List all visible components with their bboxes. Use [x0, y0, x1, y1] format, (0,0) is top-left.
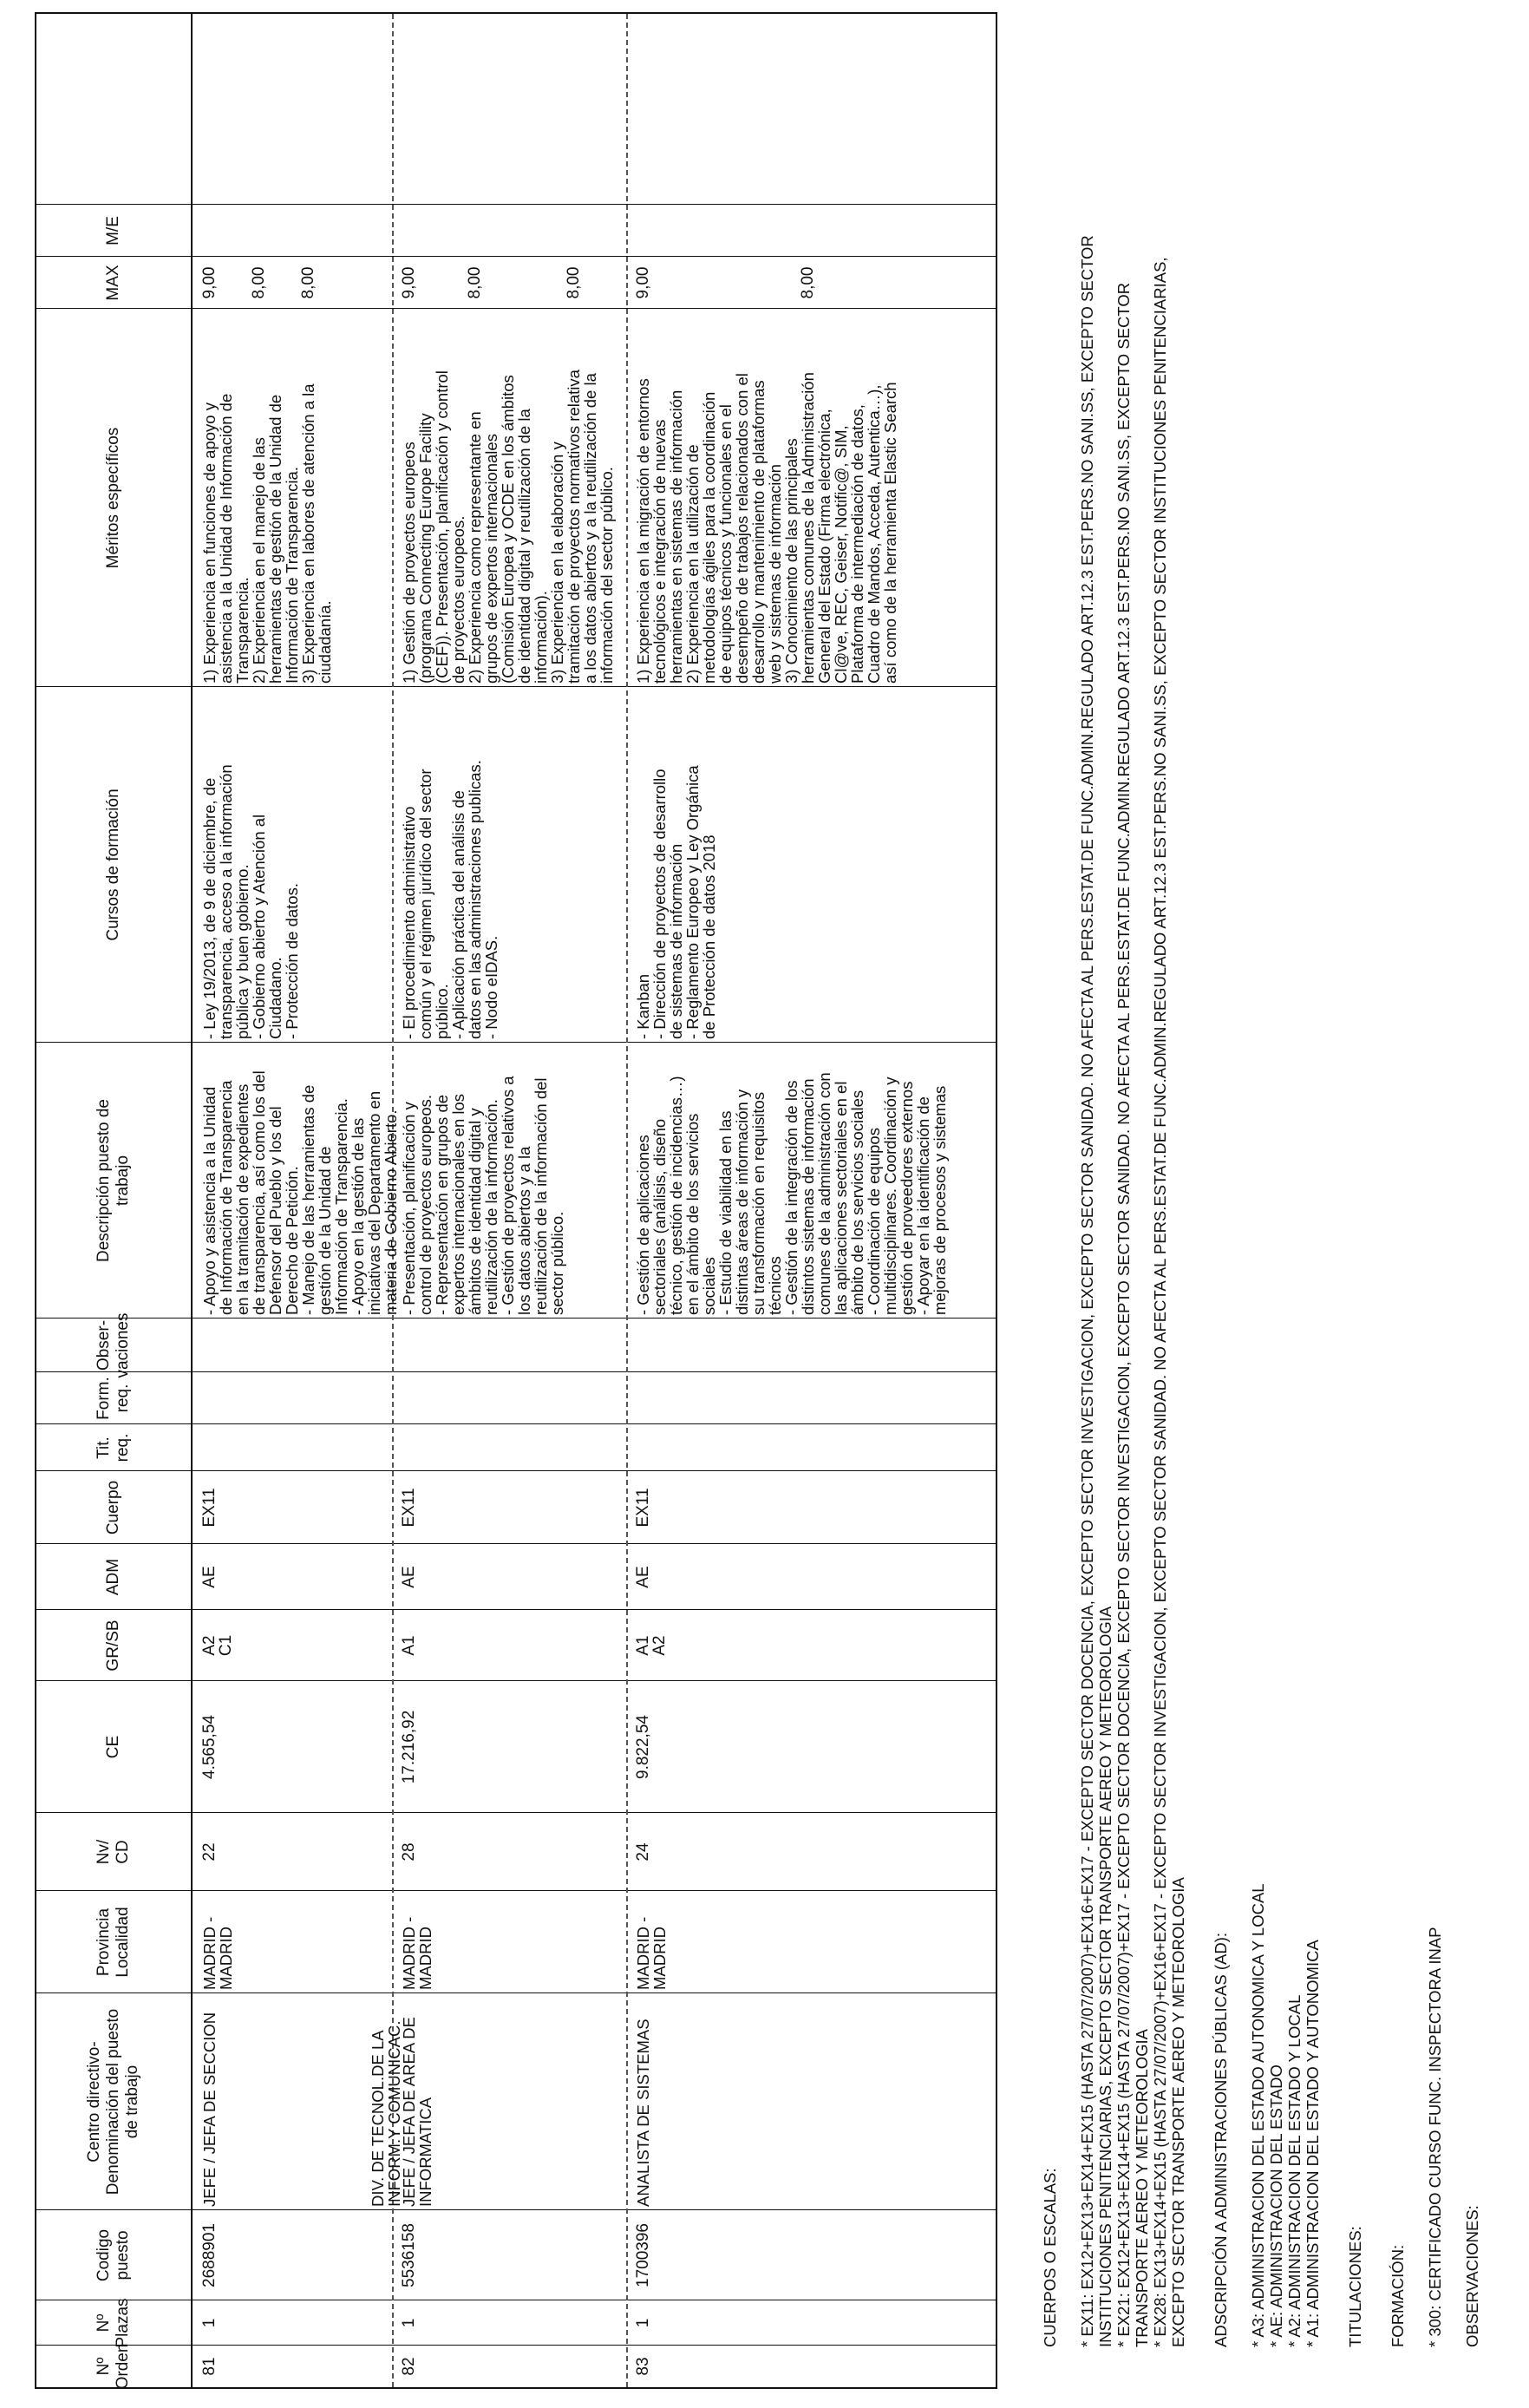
cell-orden: 83 [634, 2357, 652, 2376]
cell-meritos: 1) Gestión de proyectos europeos (programa Connecting Europe Facility (CEF)). Presentación, planificación y control de proyectos europeos. 2) Experiencia como representante en grupos de expertos internacionales (Comisión Europea y OCDE en los ámbitos de identidad digital y reutilización de la información). 3) Experiencia en la elaboración y tramitación de proyectos normativos relativa a los datos abiertos y a la reutilización de la información del sector público. [400, 370, 616, 684]
column-divider [36, 1543, 996, 1544]
cell-descripcion: - Gestión de aplicaciones sectoriales (análisis, diseño técnico, gestión de incidencias…) en el ámbito de los servicios sociales - Estudio de viabilidad en las distintas áreas de información y su transformación en requisitos técnicos - Gestión de la integración de los distintos sistemas de información comunes de la administración con las aplicaciones sectoriales en el ámbito de los servicios sociales - Coordinación de equipos multidisciplinares. Coordinación y gestión de proveedores externos - Apoyar en la identificación de mejoras de procesos y sistemas [634, 1072, 949, 1315]
cell-cuerpo: EX11 [200, 1488, 219, 1528]
cell-max: 8,00 [250, 266, 268, 299]
cell-max: 8,00 [299, 266, 317, 299]
cell-descripcion: - Apoyo y asistencia a la Unidad de Información de Transparencia en la tramitación de expedientes de transparencia, así como los del Defensor del Pueblo y los del Derecho de Petición. - Manejo de las herramientas de gestión de la Unidad de Información de Transparencia. - Apoyo en la gestión de las iniciativas del Departamento en materia de Gobierno Abierto. [200, 1070, 400, 1315]
cell-centro-header: DIV. DE TECNOL.DE LA INFORM.Y COMUNICAC. [369, 2020, 403, 2207]
cell-gr-sb: A1 [400, 1635, 418, 1656]
legend [1041, 40, 1481, 2347]
header-cuerpo: Cuerpo [104, 1480, 122, 1535]
cell-ce: 9.822,54 [634, 1715, 652, 1779]
cell-centro: ANALISTA DE SISTEMAS [634, 2019, 652, 2207]
cell-codigo: 5536158 [400, 2223, 418, 2287]
cell-cuerpo: EX11 [634, 1488, 652, 1528]
legend-observaciones-title: OBSERVACIONES: [1463, 2205, 1481, 2347]
legend-titulaciones-title: TITULACIONES: [1346, 2226, 1364, 2347]
header-tit-req: Tit. req. [95, 1433, 132, 1462]
column-divider [36, 1609, 996, 1610]
legend-formacion: * 300: CERTIFICADO CURSO FUNC. INSPECTORA INAP [1426, 1927, 1444, 2347]
cell-codigo: 2688901 [200, 2223, 219, 2287]
cell-cursos: - Ley 19/2013, de 9 de diciembre, de transparencia, acceso a la información pública y buen gobierno. - Gobierno abierto y Atención al Ciudadano. - Protección de datos. [200, 764, 301, 1039]
cell-max: 9,00 [634, 266, 652, 299]
cell-max: 9,00 [400, 266, 418, 299]
cell-nv-cd: 28 [400, 1842, 418, 1862]
header-nv-cd: Nv/ CD [95, 1839, 132, 1865]
column-divider [36, 1470, 996, 1471]
cell-plazas: 1 [200, 2318, 219, 2328]
cell-meritos: 1) Experiencia en funciones de apoyo y asistencia a la Unidad de Información de Transparencia. 2) Experiencia en el manejo de las herramientas de gestión de la Unidad de Información de Transparencia. 3) Experiencia en labores de atención a la ciudadanía. [200, 383, 334, 684]
column-divider [36, 1680, 996, 1681]
legend-adscripcion: * A3: ADMINISTRACION DEL ESTADO AUTONOMICA Y LOCAL * AE: ADMINISTRACION DEL ESTADO * A2: ADMINISTRACION DEL ESTADO Y LOCAL * A1: ADMINISTRACION DEL ESTADO Y AUTONOMICA [1249, 1883, 1322, 2347]
cell-max: 9,00 [200, 266, 219, 299]
header-descripcion: Descripción puesto de trabajo [95, 1099, 132, 1262]
legend-adscripcion-title: ADSCRIPCIÓN A ADMINISTRACIONES PÚBLICAS (AD): [1212, 1932, 1230, 2347]
header-me: M/E [104, 216, 122, 245]
header-codigo: Codigo puesto [95, 2228, 132, 2282]
legend-cuerpos: * EX11: EX12+EX13+EX14+EX15 (HASTA 27/07/2007)+EX16+EX17 - EXCEPTO SECTOR DOCENCIA, EXCEPTO SECTOR INVESTIGACION, EXCEPTO SECTOR SANIDAD. NO AFECTA AL PERS.ESTAT.DE FUNC.ADMIN.REGULADO ART.12.3 EST.PERS.NO SANI.SS, EXCEPTO SECTOR INSTITUCIONES PENITENCIARIAS, EXCEPTO SECTOR TRANSPORTE AEREO Y METEOROLOGIA * EX21: EX12+EX13+EX14+EX15 (HASTA 27/07/2007)+EX17 - EXCEPTO SECTOR DOCENCIA, EXCEPTO SECTOR INVESTIGACION, EXCEPTO SECTOR SANIDAD. NO AFECTA AL PERS.ESTAT.DE FUNC.ADMIN.REGULADO ART.12.3 EST.PERS.NO SANI.SS, EXCEPTO SECTOR TRANSPORTE AEREO Y METEOROLOGIA * EX28: EX13+EX14+EX15 (HASTA 27/07/2007)+EX16+EX17 - EXCEPTO SECTOR INVESTIGACION, EXCEPTO SECTOR SANIDAD. NO AFECTA AL PERS.ESTAT.DE FUNC.ADMIN.REGULADO ART.12.3 EST.PERS.NO SANI.SS, EXCEPTO SECTOR INSTITUCIONES PENITENCIARIAS, EXCEPTO SECTOR TRANSPORTE AEREO Y METEOROLOGIA [1078, 235, 1187, 2347]
column-divider [36, 1890, 996, 1891]
cell-cursos: - Kanban - Dirección de proyectos de desarrollo de sistemas de información - Reglamento Europeo y Ley Orgánica de Protección de datos 2018 [634, 765, 718, 1039]
legend-formacion-title: FORMACIÓN: [1389, 2244, 1407, 2347]
cell-provincia: MADRID - MADRID [634, 1916, 669, 1990]
cell-cursos: - El procedimiento administrativo común y el régimen jurídico del sector público. - Aplicación práctica del análisis de datos en las administraciones publicas. - Nodo eIDAS. [400, 760, 500, 1039]
row-divider [626, 14, 628, 2387]
header-orden: Nº Orden [95, 2343, 132, 2390]
cell-orden: 81 [200, 2357, 219, 2376]
cell-plazas: 1 [400, 2318, 418, 2328]
header-meritos: Méritos específicos [104, 427, 122, 569]
cell-max: 8,00 [466, 266, 484, 299]
column-divider [36, 2209, 996, 2210]
header-form-req: Form. req. [95, 1377, 132, 1420]
positions-table [35, 12, 997, 2389]
cell-ce: 17.216,92 [400, 1710, 418, 1784]
cell-adm: AE [634, 1566, 652, 1588]
column-divider [36, 1812, 996, 1813]
header-cursos: Cursos de formación [104, 788, 122, 941]
header-provincia: Provincia Localidad [95, 1907, 132, 1978]
column-divider [36, 1423, 996, 1424]
cell-max: 8,00 [799, 266, 817, 299]
header-observaciones: Obser- vaciones [95, 1312, 132, 1378]
column-divider [36, 1371, 996, 1372]
header-ce: CE [104, 1735, 122, 1759]
cell-descripcion: - Presentación, planificación y control de proyectos europeos. - Representación en grupos de expertos internacionales en los ámbitos de identidad digital y reutilización de la información. - Gestión de proyectos relativos a los datos abiertos y a la reutilización de la información del sector público. [400, 1076, 566, 1315]
column-divider [36, 1992, 996, 1993]
cell-codigo: 1700396 [634, 2223, 652, 2287]
cell-cuerpo: EX11 [400, 1488, 418, 1528]
cell-plazas: 1 [634, 2318, 652, 2328]
cell-max: 8,00 [565, 266, 583, 299]
column-divider [36, 2345, 996, 2346]
column-divider [36, 204, 996, 205]
header-plazas: Nº Plazas [95, 2298, 132, 2348]
header-gr-sb: GR/SB [104, 1620, 122, 1672]
table-header [36, 14, 193, 2390]
legend-cuerpos-title: CUERPOS O ESCALAS: [1041, 2168, 1059, 2347]
column-divider [36, 256, 996, 257]
cell-orden: 82 [400, 2357, 418, 2376]
cell-nv-cd: 22 [200, 1842, 219, 1862]
cell-meritos: 1) Experiencia en la migración de entornos tecnológicos e integración de nuevas herramientas en sistemas de información 2) Experiencia en la utilización de metodologías ágiles para la coordinación de equipos técnicos y funcionales en el desempeño de trabajos relacionados con el desarrollo y mantenimiento de plataformas web y sistemas de información 3) Conocimiento de las principales herramientas comunes de la Administración General del Estado (Firma electrónica, Cl@ve, REC, Geiser, Notific@, SIM, Plataforma de intermediación de datos, Cuadro de Mandos, Acceda, Autentica…), así como de la herramienta Elastic Search [634, 372, 899, 684]
cell-nv-cd: 24 [634, 1842, 652, 1862]
cell-ce: 4.565,54 [200, 1715, 219, 1779]
cell-centro: JEFE / JEFA DE AREA DE INFORMATICA [400, 2017, 435, 2207]
cell-gr-sb: A2 C1 [200, 1634, 235, 1657]
header-max: MAX [104, 265, 122, 301]
cell-centro: JEFE / JEFA DE SECCION [200, 2012, 219, 2207]
cell-provincia: MADRID - MADRID [400, 1916, 435, 1990]
header-centro: Centro directivo- Denominación del puesto de trabajo [85, 2008, 141, 2195]
cell-adm: AE [200, 1566, 219, 1588]
cell-provincia: MADRID - MADRID [200, 1916, 235, 1990]
header-adm: ADM [104, 1558, 122, 1596]
cell-gr-sb: A1 A2 [634, 1635, 669, 1656]
cell-adm: AE [400, 1566, 418, 1588]
